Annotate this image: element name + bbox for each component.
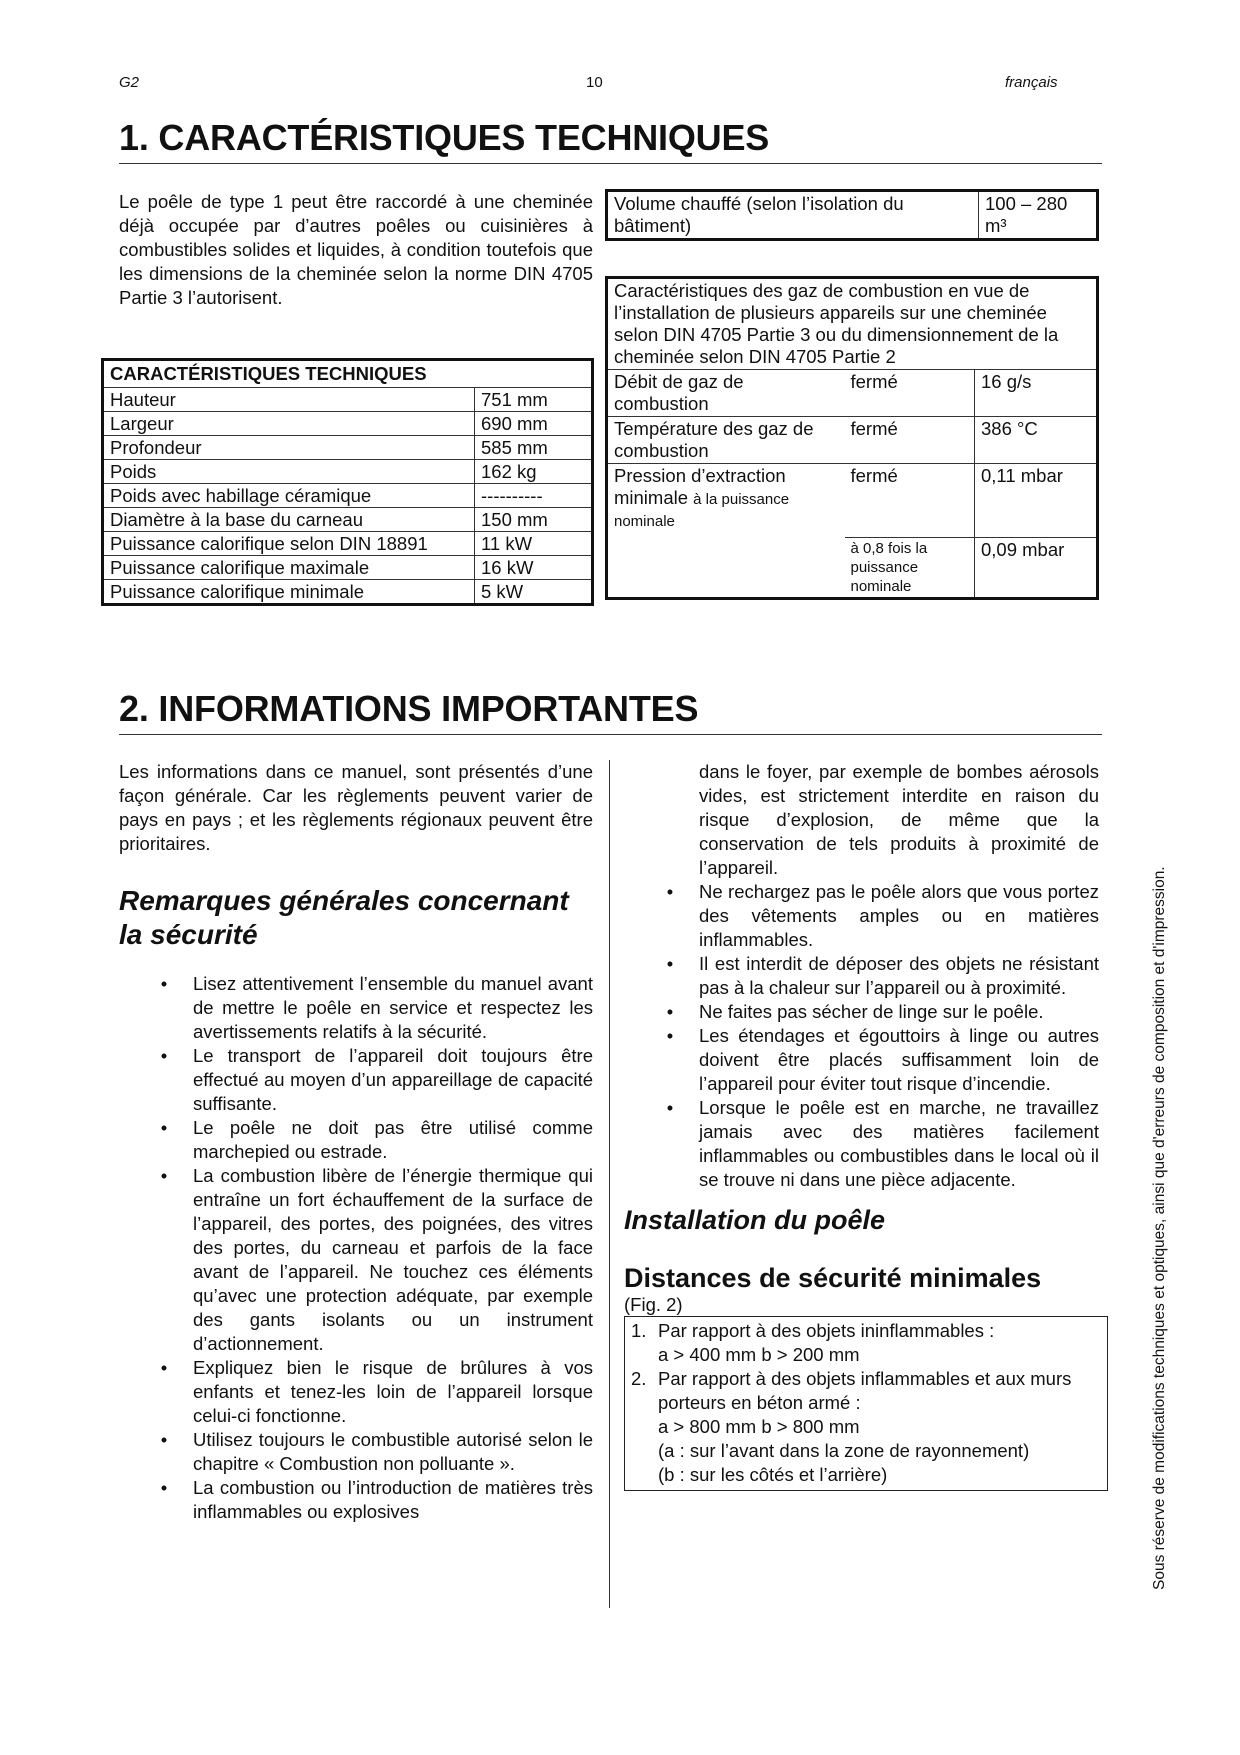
gas-row-label: Pression d’extraction minimale — [614, 465, 786, 508]
distance-values: a > 400 mm b > 200 mm — [658, 1344, 860, 1365]
bullet-icon: • — [160, 1477, 168, 1498]
safety-list-text: Il est interdit de déposer des objets ne résistant pas à la chaleur sur l’appareil ou à proximité. — [699, 953, 1099, 998]
distance-values: a > 800 mm b > 800 mm — [658, 1416, 860, 1437]
bullet-icon: • — [666, 881, 674, 902]
doc-code: G2 — [119, 74, 140, 91]
bullet-icon: • — [666, 1025, 674, 1046]
safety-list-text: Le poêle ne doit pas être utilisé comme marchepied ou estrade. — [193, 1117, 593, 1162]
gas-row-label-cell — [607, 464, 845, 538]
tech-row-value: 5 kW — [475, 580, 593, 605]
safety-list-text: Les étendages et égouttoirs à linge ou autres doivent être placés suffisamment loin de l’appareil pour éviter tout risque d’incendie. — [699, 1025, 1099, 1094]
tech-row-label: Largeur — [103, 412, 475, 436]
gas-row-label: Température des gaz de combustion — [607, 417, 845, 464]
safety-list-item — [663, 1024, 1099, 1096]
gas-row-label — [607, 537, 845, 598]
tech-table-row — [103, 508, 593, 532]
tech-row-value: 690 mm — [475, 412, 593, 436]
tech-row-label: Diamètre à la base du carneau — [103, 508, 475, 532]
tech-row-label: Profondeur — [103, 436, 475, 460]
bullet-icon: • — [666, 953, 674, 974]
tech-row-value: 150 mm — [475, 508, 593, 532]
gas-row-value: 0,09 mbar — [975, 537, 1098, 598]
gas-row-state: fermé — [845, 417, 975, 464]
safety-list-item — [157, 972, 593, 1044]
gas-row-value: 16 g/s — [975, 370, 1098, 417]
safety-list-text: La combustion ou l’introduction de matières très inflammables ou explosives — [193, 1477, 593, 1522]
bullet-icon: • — [160, 1117, 168, 1138]
column-divider — [609, 760, 610, 1608]
distance-text: Par rapport à des objets inflammables et aux murs porteurs en béton armé : — [658, 1368, 1072, 1413]
tech-row-label: Puissance calorifique minimale — [103, 580, 475, 605]
section-2-title: 2. INFORMATIONS IMPORTANTES — [119, 688, 699, 729]
distances-heading: Distances de sécurité minimales — [624, 1263, 1042, 1293]
tech-table-row — [103, 532, 593, 556]
bullet-icon: • — [160, 1357, 168, 1378]
section-2-rule — [119, 734, 1102, 735]
safety-list-item — [663, 952, 1099, 1000]
safety-list-left — [157, 972, 593, 1524]
bullet-icon: • — [666, 1097, 674, 1118]
safety-list-text: Le transport de l’appareil doit toujours être effectué au moyen d’un appareillage de capacité suffisante. — [193, 1045, 593, 1114]
tech-row-value: ---------- — [475, 484, 593, 508]
tech-table-row — [103, 580, 593, 605]
gas-row-value: 0,11 mbar — [975, 464, 1098, 538]
bullet-icon: • — [160, 1045, 168, 1066]
tech-table-row — [103, 436, 593, 460]
right-column — [624, 760, 1099, 1491]
bullet-icon: • — [160, 1429, 168, 1450]
safety-list-text: Lorsque le poêle est en marche, ne travaillez jamais avec des matières facilement inflammables ou combustibles dans le local où il se trouve ni dans une pièce adjacente. — [699, 1097, 1099, 1190]
tech-row-label: Poids avec habillage céramique — [103, 484, 475, 508]
tech-row-label: Hauteur — [103, 388, 475, 412]
gas-row-label: Débit de gaz de combustion — [607, 370, 845, 417]
tech-row-value: 16 kW — [475, 556, 593, 580]
safety-list-text: Lisez attentivement l’ensemble du manuel avant de mettre le poêle en service et respectez les avertissements relatifs à la sécurité. — [193, 973, 593, 1042]
gas-row-state: fermé — [845, 370, 975, 417]
safety-list-item — [157, 1356, 593, 1428]
gas-row-label-small: à la puissance nominale — [614, 491, 790, 530]
safety-list-item — [157, 1164, 593, 1356]
safety-list-right — [663, 880, 1099, 1192]
gas-row-state: à 0,8 fois la puissance nominale — [845, 537, 975, 598]
tech-table-wrap — [101, 358, 594, 606]
bullet-icon: • — [666, 1001, 674, 1022]
section-1-title: 1. CARACTÉRISTIQUES TECHNIQUES — [119, 117, 770, 158]
distance-num: 2. — [631, 1368, 647, 1389]
section-1-intro: Le poêle de type 1 peut être raccordé à une cheminée déjà occupée par d’autres poêles ou cuisinières à combustibles solides et liquides, à condition toutefois que les dimensions de la cheminée selon la norme DIN 4705 Partie 3 l’autorisent. — [119, 191, 593, 308]
tech-row-value: 585 mm — [475, 436, 593, 460]
tech-row-value: 11 kW — [475, 532, 593, 556]
distances-box — [624, 1316, 1108, 1491]
tech-row-label: Puissance calorifique selon DIN 18891 — [103, 532, 475, 556]
tech-table-row — [103, 388, 593, 412]
safety-list-item — [663, 1000, 1099, 1024]
safety-list-item — [157, 1044, 593, 1116]
volume-table-wrap — [605, 189, 1099, 241]
gas-row-state: fermé — [845, 464, 975, 538]
safety-list-text: Utilisez toujours le combustible autorisé selon le chapitre « Combustion non polluante ». — [193, 1429, 593, 1474]
distance-text: Par rapport à des objets ininflammables : — [658, 1320, 995, 1341]
safety-list-item — [157, 1428, 593, 1476]
fig-reference: (Fig. 2) — [624, 1294, 683, 1315]
side-disclaimer: Sous réserve de modifications techniques et optiques, ainsi que d'erreurs de composition et d'impression. — [1151, 866, 1168, 1590]
tech-table-body — [103, 388, 593, 605]
safety-list-item — [663, 880, 1099, 952]
distance-note: (b : sur les côtés et l’arrière) — [658, 1464, 888, 1485]
safety-continuation: dans le foyer, par exemple de bombes aérosols vides, est strictement interdite en raison du risque d’explosion, de même que la conservation de tels produits à proximité de l’appareil. — [699, 761, 1099, 878]
safety-list-text: Expliquez bien le risque de brûlures à vos enfants et tenez-les loin de l’appareil lorsque celui-ci fonctionne. — [193, 1357, 593, 1426]
gas-table-wrap — [605, 276, 1099, 600]
page-number: 10 — [586, 74, 603, 91]
tech-table-row — [103, 412, 593, 436]
section-2-intro: Les informations dans ce manuel, sont présentés d’une façon générale. Car les règlements peuvent varier de pays en pays ; et les règlements régionaux peuvent être prioritaires. — [119, 761, 593, 854]
safety-list-text: Ne rechargez pas le poêle alors que vous portez des vêtements amples ou en matières inflammables. — [699, 881, 1099, 950]
volume-table — [605, 189, 1099, 241]
tech-table-row — [103, 484, 593, 508]
distance-num: 1. — [631, 1320, 647, 1341]
distance-item — [631, 1319, 1101, 1367]
bullet-icon: • — [160, 1165, 168, 1186]
flue-gas-table — [605, 276, 1099, 600]
distance-item — [631, 1367, 1101, 1487]
tech-row-value: 751 mm — [475, 388, 593, 412]
safety-list-item — [157, 1476, 593, 1524]
safety-list-item — [157, 1116, 593, 1164]
volume-label: Volume chauffé (selon l’isolation du bâtiment) — [607, 191, 979, 240]
gas-table-title: Caractéristiques des gaz de combustion en vue de l’installation de plusieurs appareils sur une cheminée selon DIN 4705 Partie 3 ou du dimensionnement de la cheminée selon DIN 4705 Partie 2 — [614, 280, 1059, 367]
language-label: français — [1005, 74, 1058, 91]
tech-row-value: 162 kg — [475, 460, 593, 484]
tech-row-label: Poids — [103, 460, 475, 484]
installation-heading: Installation du poêle — [624, 1205, 886, 1235]
tech-table-row — [103, 556, 593, 580]
volume-value: 100 – 280 m³ — [979, 191, 1098, 240]
safety-list-text: La combustion libère de l’énergie thermique qui entraîne un fort échauffement de la surface de l’appareil, des portes, des poignées, des vitres des portes, du carneau et parfois de la face avant de l’appareil. Ne touchez ces éléments qu’avec une protection adéquate, par exemple des gants isolants ou un instrument d’actionnement. — [193, 1165, 593, 1354]
left-column — [119, 760, 593, 1524]
gas-row-value: 386 °C — [975, 417, 1098, 464]
safety-heading: Remarques générales concernant la sécurité — [119, 885, 569, 950]
bullet-icon: • — [160, 973, 168, 994]
tech-specs-table — [101, 358, 594, 606]
distance-note: (a : sur l’avant dans la zone de rayonnement) — [658, 1440, 1030, 1461]
tech-table-row — [103, 460, 593, 484]
section-1-rule — [119, 163, 1102, 164]
safety-list-item — [663, 1096, 1099, 1192]
tech-table-title: CARACTÉRISTIQUES TECHNIQUES — [103, 360, 593, 388]
tech-row-label: Puissance calorifique maximale — [103, 556, 475, 580]
safety-list-text: Ne faites pas sécher de linge sur le poêle. — [699, 1001, 1044, 1022]
